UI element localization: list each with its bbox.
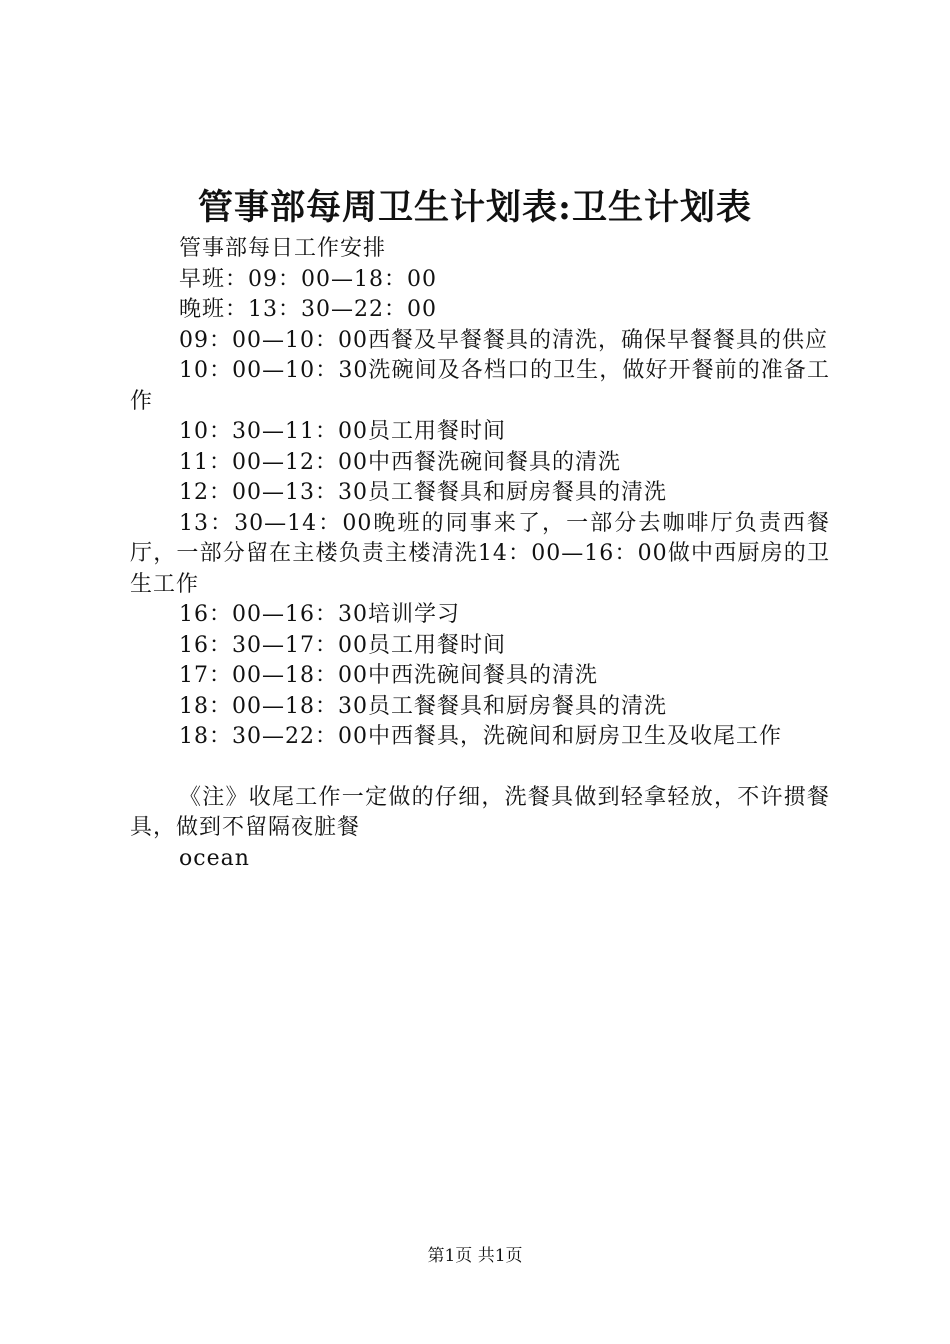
paragraph-heading: 管事部每日工作安排 xyxy=(179,236,387,261)
schedule-item: 09：00—10：00西餐及早餐餐具的清洗，确保早餐餐具的供应 xyxy=(179,327,828,353)
blank-line xyxy=(130,753,830,783)
schedule-item: 18：00—18：30员工餐餐具和厨房餐具的清洗 xyxy=(179,693,667,719)
schedule-item: 10：00—10：30洗碗间及各档口的卫生，做好开餐前的准备工作 xyxy=(130,358,830,414)
schedule-item: 13：30—14：00晚班的同事来了，一部分去咖啡厅负责西餐厅，一部分留在主楼负责主楼清洗14：00—16：00做中西厨房的卫生工作 xyxy=(130,510,830,597)
paragraph-evening-shift: 晚班：13：30—22：00 xyxy=(179,297,437,322)
schedule-item: 12：00—13：30员工餐餐具和厨房餐具的清洗 xyxy=(179,480,667,505)
schedule-item: 17：00—18：00中西洗碗间餐具的清洗 xyxy=(179,663,598,688)
schedule-item: 11：00—12：00中西餐洗碗间餐具的清洗 xyxy=(179,449,621,475)
schedule-item: 16：00—16：30培训学习 xyxy=(179,602,460,627)
note-paragraph: 《注》收尾工作一定做的仔细，洗餐具做到轻拿轻放，不许掼餐具，做到不留隔夜脏餐 xyxy=(130,784,830,840)
document-title: 管事部每周卫生计划表:卫生计划表 xyxy=(198,187,752,228)
document-body xyxy=(130,234,830,874)
schedule-item: 16：30—17：00员工用餐时间 xyxy=(179,632,506,658)
signature-text: ocean xyxy=(179,845,250,871)
schedule-item: 18：30—22：00中西餐具，洗碗间和厨房卫生及收尾工作 xyxy=(179,724,782,749)
paragraph-morning-shift: 早班：09：00—18：00 xyxy=(179,266,437,292)
page-footer: 第1页 共1页 xyxy=(427,1246,523,1266)
schedule-item: 10：30—11：00员工用餐时间 xyxy=(179,419,506,444)
